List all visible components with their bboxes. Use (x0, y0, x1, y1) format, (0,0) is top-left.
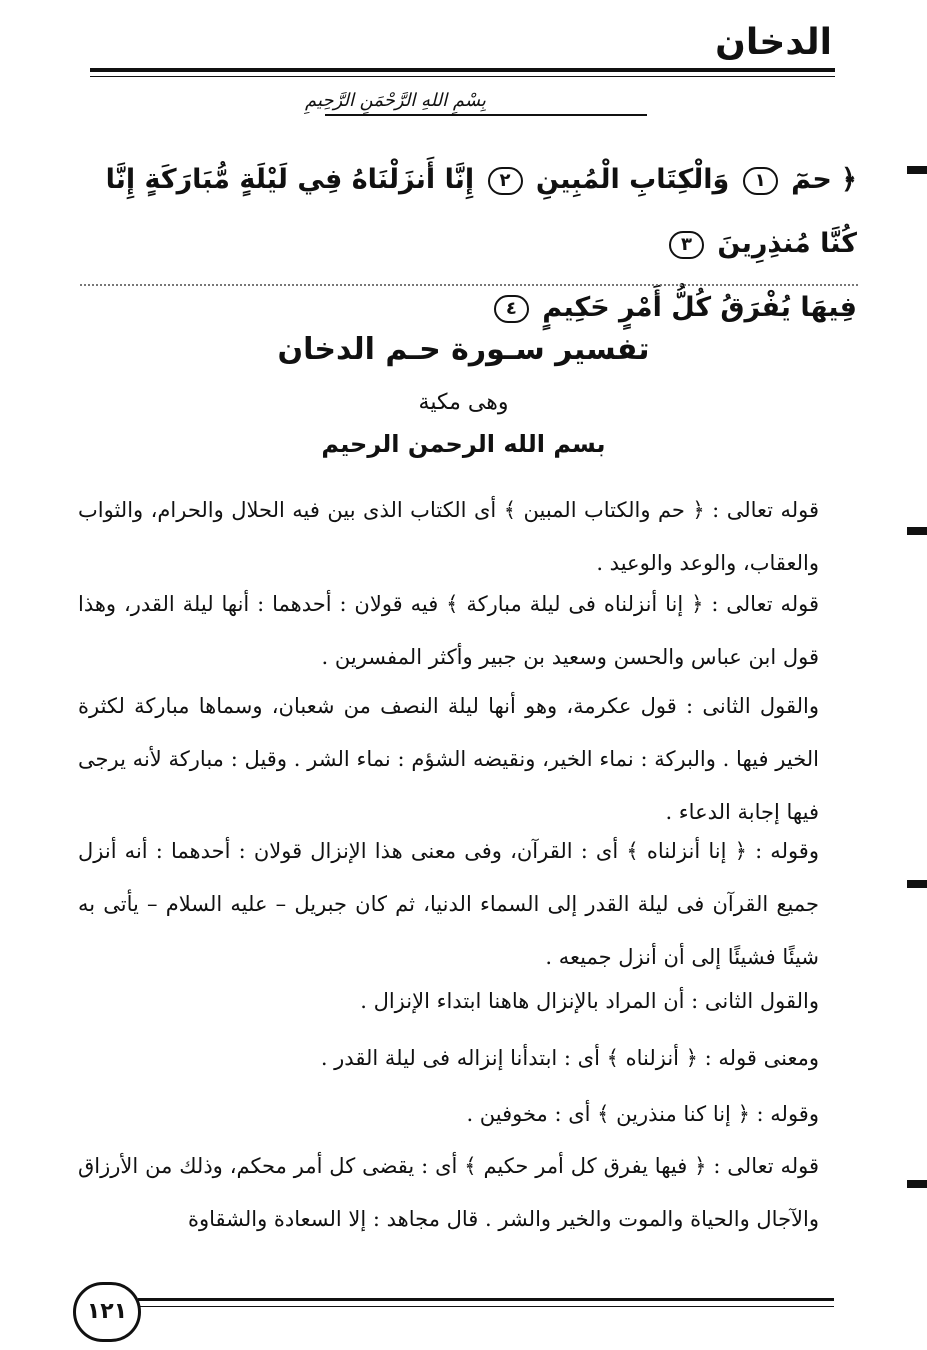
chapter-title: تفسير سـورة حـم الدخان (277, 332, 650, 367)
verse-text: فِيهَا يُفْرَقُ كُلُّ أَمْرٍ حَكِيمٍ (542, 292, 857, 323)
paragraph-text: قوله تعالى : ﴿ حم والكتاب المبين ﴾ أى الكتاب الذى بين فيه الحلال والحرام، والثواب والعقاب، والوعد والوعيد . (78, 498, 819, 575)
header-rule-thin (90, 76, 835, 77)
paragraph-text: وقوله : ﴿ إنا أنزلناه ﴾ أى : القرآن، وفى معنى هذا الإنزال قولان : أحدهما : أنه أنزل جميع القرآن فى ليلة القدر إلى السماء الدنيا، ثم كان جبريل – عليه السلام – يأتى به شيئًا فشيئًا إلى أن أنزل جميعه . (78, 839, 819, 969)
body-paragraph (78, 680, 847, 839)
paragraph-text: قوله تعالى : ﴿ فيها يفرق كل أمر حكيم ﴾ أى : يقضى كل أمر محكم، وذلك من الأرزاق والآجال والحياة والموت والخير والشر . قال مجاهد : إلا السعادة والشقاوة (78, 1154, 819, 1231)
page-number: ١٢١ (73, 1282, 141, 1342)
body-paragraph (78, 578, 847, 684)
body-paragraph (78, 1088, 847, 1141)
verse-number-badge: ٣ (669, 231, 704, 259)
verse-text: وَالْكِتَابِ الْمُبِينِ (535, 164, 730, 195)
paragraph-text: والقول الثانى : أن المراد بالإنزال هاهنا ابتداء الإنزال . (360, 989, 819, 1013)
verse-number-badge: ٤ (494, 295, 529, 323)
paragraph-text: قوله تعالى : ﴿ إنا أنزلناه فى ليلة مباركة ﴾ فيه قولان : أحدهما : أنها ليلة القدر، وهذا قول ابن عباس والحسن وسعيد بن جبير وأكثر المفسرين . (78, 592, 819, 669)
basmala-calligraphy-text: بِسْمِ اللهِ الرَّحْمَنِ الرَّحِيمِ (305, 90, 486, 111)
body-paragraph (78, 484, 847, 590)
quran-verses (80, 148, 857, 340)
verse-number-badge: ٢ (488, 167, 523, 195)
body-paragraph (78, 1032, 847, 1085)
verse-text: ﴿ حمٓ (791, 164, 857, 195)
basmala-stroke (325, 114, 647, 116)
margin-mark (907, 527, 927, 535)
body-paragraph (78, 825, 847, 984)
margin-mark (907, 1180, 927, 1188)
footer-rule-thick (138, 1298, 834, 1301)
paragraph-text: والقول الثانى : قول عكرمة، وهو أنها ليلة النصف من شعبان، وسماها مباركة لكثرة الخير فيها . والبركة : نماء الخير، ونقيضه الشؤم : نماء الشر . وقيل : مباركة لأنه يرجى فيها إجابة الدعاء . (78, 694, 819, 824)
body-paragraph (78, 1140, 847, 1246)
margin-mark (907, 166, 927, 174)
verses-separator (80, 284, 858, 286)
header-rule-thick (90, 68, 835, 72)
paragraph-text: ومعنى قوله : ﴿ أنزلناه ﴾ أى : ابتدأنا إنزاله فى ليلة القدر . (320, 1046, 819, 1070)
footer-rule-thin (138, 1306, 834, 1307)
body-paragraph (78, 975, 847, 1028)
verse-number-badge: ١ (743, 167, 778, 195)
verse-text: إِنَّا أَنزَلْنَاهُ فِي لَيْلَةٍ مُّبَارَكَةٍ إِنَّا كُنَّا مُنذِرِينَ (105, 164, 857, 259)
paragraph-text: وقوله : ﴿ إنا كنا منذرين ﴾ أى : مخوفين . (466, 1102, 819, 1126)
basmala-calligraphy (285, 92, 675, 126)
basmala-heading: بسم الله الرحمن الرحيم (321, 430, 606, 458)
verse-line-1 (80, 148, 857, 276)
chapter-subtitle: وهى مكية (418, 390, 509, 415)
running-head-title: الدخان (715, 22, 832, 63)
margin-mark (907, 880, 927, 888)
